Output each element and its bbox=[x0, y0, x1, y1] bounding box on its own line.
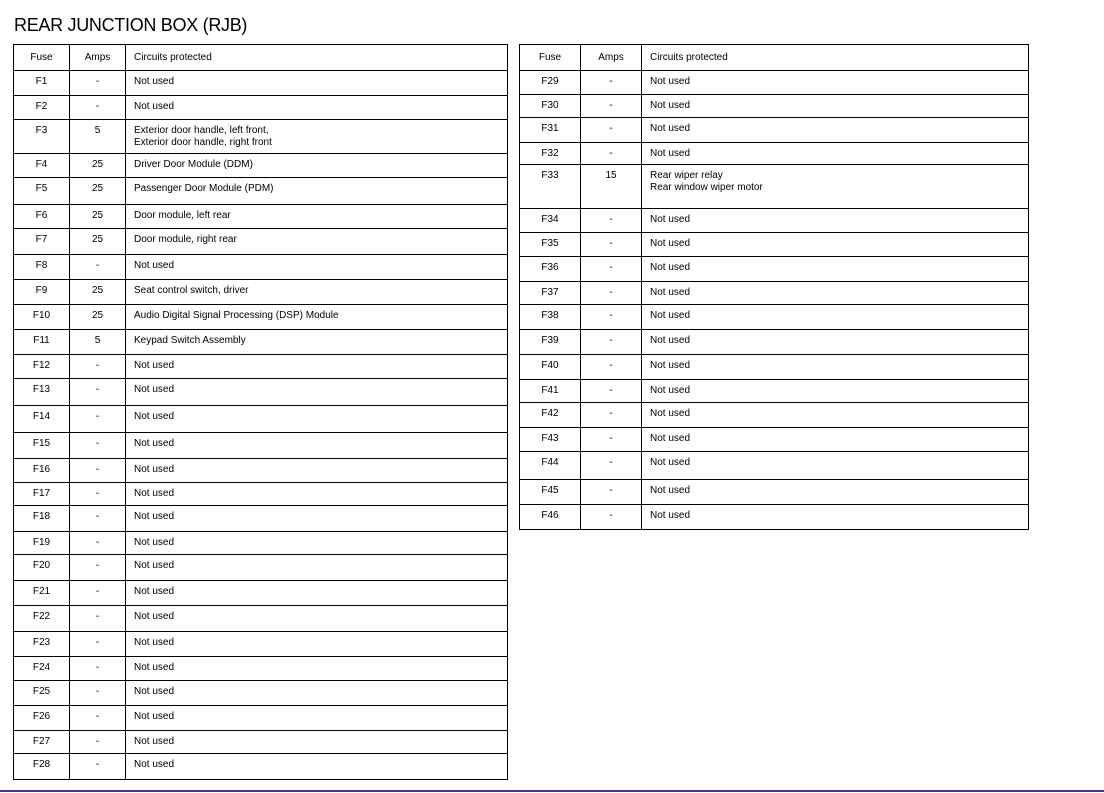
amps-value: - bbox=[609, 287, 613, 298]
table-row bbox=[14, 379, 508, 406]
circuit-description: Not used bbox=[134, 759, 175, 770]
amps-value: - bbox=[95, 560, 100, 571]
circuit-description: Seat control switch, driver bbox=[134, 285, 249, 296]
fuse-number: F8 bbox=[35, 260, 48, 271]
fuse-number: F14 bbox=[32, 411, 51, 422]
amps-value: - bbox=[609, 510, 613, 521]
amps-value: - bbox=[95, 384, 100, 395]
table-row bbox=[520, 403, 1029, 428]
circuit-description: Door module, left rear bbox=[134, 210, 231, 221]
table-row bbox=[14, 506, 508, 532]
table-row bbox=[520, 143, 1029, 165]
table-row bbox=[14, 657, 508, 681]
amps-value: - bbox=[95, 686, 100, 697]
amps-value: 25 bbox=[91, 210, 104, 221]
table-row bbox=[14, 120, 508, 154]
fuse-number: F13 bbox=[32, 384, 51, 395]
amps-value: - bbox=[609, 457, 613, 468]
amps-value: - bbox=[609, 485, 613, 496]
fuse-table-right bbox=[519, 44, 1029, 530]
circuit-description: Not used bbox=[134, 76, 175, 87]
table-row bbox=[520, 71, 1029, 95]
column-header-amps: Amps bbox=[70, 45, 126, 71]
table-row bbox=[14, 681, 508, 706]
amps-value: - bbox=[95, 711, 100, 722]
table-row bbox=[14, 229, 508, 255]
circuit-description: Not used bbox=[134, 260, 175, 271]
table-row bbox=[14, 706, 508, 731]
table-row bbox=[14, 632, 508, 657]
circuit-description: Not used bbox=[134, 384, 175, 395]
fuse-number: F25 bbox=[32, 686, 51, 697]
fuse-number: F40 bbox=[541, 360, 559, 371]
amps-value: - bbox=[95, 586, 100, 597]
table-row bbox=[14, 555, 508, 581]
fuse-number: F46 bbox=[541, 510, 559, 521]
table-row bbox=[520, 282, 1029, 305]
fuse-number: F9 bbox=[35, 285, 48, 296]
column-header-fuse: Fuse bbox=[14, 45, 70, 71]
circuit-description: Not used bbox=[134, 411, 175, 422]
circuit-description: Not used bbox=[134, 488, 175, 499]
circuit-description: Audio Digital Signal Processing (DSP) Module bbox=[134, 310, 339, 321]
fuse-number: F27 bbox=[32, 736, 51, 747]
circuit-description: Not used bbox=[134, 736, 175, 747]
fuse-number: F45 bbox=[541, 485, 559, 496]
amps-value: - bbox=[95, 101, 100, 112]
circuit-description: Not used bbox=[650, 287, 691, 298]
fuse-number: F26 bbox=[32, 711, 51, 722]
fuse-number: F23 bbox=[32, 637, 51, 648]
fuse-number: F33 bbox=[541, 170, 559, 181]
fuse-number: F3 bbox=[35, 125, 48, 136]
circuit-description: Not used bbox=[134, 511, 175, 522]
amps-value: - bbox=[95, 637, 100, 648]
table-row bbox=[520, 233, 1029, 257]
circuit-description: Keypad Switch Assembly bbox=[134, 335, 246, 346]
table-row bbox=[520, 95, 1029, 118]
fuse-number: F12 bbox=[32, 360, 51, 371]
table-row bbox=[520, 305, 1029, 330]
fuse-number: F31 bbox=[541, 123, 559, 134]
circuit-description: Not used bbox=[650, 76, 691, 87]
circuit-description: Not used bbox=[134, 464, 175, 475]
circuit-description: Not used bbox=[650, 360, 691, 371]
header-row bbox=[520, 45, 1029, 71]
fuse-number: F28 bbox=[32, 759, 51, 770]
fuse-number: F19 bbox=[32, 537, 51, 548]
fuse-number: F11 bbox=[33, 335, 50, 346]
fuse-number: F34 bbox=[541, 214, 559, 225]
amps-value: - bbox=[609, 100, 613, 111]
page-title: REAR JUNCTION BOX (RJB) bbox=[14, 15, 248, 35]
table-row bbox=[520, 428, 1029, 452]
column-header-circuits: Circuits protected bbox=[126, 45, 508, 71]
fuse-number: F18 bbox=[32, 511, 51, 522]
table-row bbox=[14, 754, 508, 780]
amps-value: - bbox=[95, 611, 100, 622]
fuse-table-left bbox=[13, 44, 508, 780]
fuse-number: F38 bbox=[541, 310, 559, 321]
circuit-description: Not used bbox=[134, 711, 175, 722]
table-row bbox=[14, 96, 508, 120]
circuit-description: Exterior door handle, left front, bbox=[134, 125, 269, 136]
amps-value: - bbox=[95, 260, 100, 271]
circuit-description: Not used bbox=[134, 611, 175, 622]
amps-value: 25 bbox=[91, 159, 104, 170]
amps-value: 25 bbox=[91, 183, 104, 194]
amps-value: - bbox=[95, 537, 100, 548]
circuit-description: Not used bbox=[650, 148, 691, 159]
table-row bbox=[14, 205, 508, 229]
amps-value: - bbox=[609, 123, 613, 134]
amps-value: - bbox=[95, 488, 100, 499]
table-row bbox=[14, 280, 508, 305]
amps-value: - bbox=[95, 511, 100, 522]
fuse-number: F43 bbox=[541, 433, 559, 444]
circuit-description: Not used bbox=[134, 560, 175, 571]
amps-value: - bbox=[609, 262, 613, 273]
table-row bbox=[14, 459, 508, 483]
table-row bbox=[520, 209, 1029, 233]
circuit-description: Not used bbox=[650, 214, 691, 225]
fuse-number: F17 bbox=[32, 488, 51, 499]
table-row bbox=[520, 355, 1029, 380]
amps-value: - bbox=[609, 214, 613, 225]
fuse-number: F42 bbox=[541, 408, 559, 419]
table-row bbox=[520, 165, 1029, 209]
circuit-description: Not used bbox=[650, 262, 691, 273]
amps-value: - bbox=[95, 464, 100, 475]
circuit-description: Driver Door Module (DDM) bbox=[134, 159, 253, 170]
table-row bbox=[520, 452, 1029, 480]
amps-value: - bbox=[609, 408, 613, 419]
fuse-number: F2 bbox=[35, 101, 48, 112]
circuit-description: Not used bbox=[134, 101, 175, 112]
fuse-number: F21 bbox=[32, 586, 51, 597]
fuse-number: F4 bbox=[35, 159, 48, 170]
bottom-rule bbox=[0, 790, 1104, 792]
fuse-number: F35 bbox=[541, 238, 559, 249]
table-row bbox=[520, 380, 1029, 403]
circuit-description: Not used bbox=[134, 686, 175, 697]
table-row bbox=[14, 433, 508, 459]
amps-value: - bbox=[609, 148, 613, 159]
fuse-number: F20 bbox=[32, 560, 51, 571]
fuse-number: F41 bbox=[541, 385, 559, 396]
amps-value: - bbox=[95, 438, 100, 449]
amps-value: 5 bbox=[94, 125, 101, 136]
circuit-description: Not used bbox=[650, 408, 691, 419]
table-row bbox=[14, 731, 508, 754]
fuse-number: F24 bbox=[32, 662, 51, 673]
fuse-number: F44 bbox=[541, 457, 559, 468]
header-row bbox=[14, 45, 508, 71]
circuit-description: Not used bbox=[134, 586, 175, 597]
amps-value: - bbox=[95, 662, 100, 673]
circuit-description: Exterior door handle, right front bbox=[134, 137, 272, 148]
column-header-fuse: Fuse bbox=[520, 45, 581, 71]
circuit-description: Not used bbox=[650, 335, 691, 346]
fuse-number: F6 bbox=[35, 210, 48, 221]
amps-value: - bbox=[609, 238, 613, 249]
fuse-number: F22 bbox=[32, 611, 51, 622]
circuit-description: Door module, right rear bbox=[134, 234, 237, 245]
amps-value: - bbox=[95, 76, 100, 87]
table-row bbox=[14, 406, 508, 433]
table-row bbox=[14, 581, 508, 606]
circuit-description: Not used bbox=[134, 662, 175, 673]
circuit-description: Not used bbox=[134, 637, 175, 648]
fuse-number: F30 bbox=[541, 100, 559, 111]
column-header-amps: Amps bbox=[581, 45, 642, 71]
table-row bbox=[520, 505, 1029, 530]
fuse-number: F5 bbox=[35, 183, 48, 194]
amps-value: - bbox=[95, 411, 100, 422]
table-row bbox=[14, 483, 508, 506]
circuit-description: Not used bbox=[650, 310, 691, 321]
fuse-number: F16 bbox=[32, 464, 51, 475]
table-row bbox=[14, 71, 508, 96]
fuse-number: F29 bbox=[541, 76, 559, 87]
amps-value: 25 bbox=[91, 234, 104, 245]
table-row bbox=[14, 305, 508, 330]
table-row bbox=[14, 355, 508, 379]
amps-value: 25 bbox=[91, 310, 104, 321]
amps-value: - bbox=[609, 310, 613, 321]
circuit-description: Not used bbox=[650, 485, 691, 496]
circuit-description: Not used bbox=[650, 123, 691, 134]
amps-value: 5 bbox=[94, 335, 101, 346]
fuse-number: F39 bbox=[541, 335, 559, 346]
fuse-number: F1 bbox=[35, 76, 48, 87]
circuit-description: Not used bbox=[650, 433, 691, 444]
circuit-description: Not used bbox=[650, 457, 691, 468]
amps-value: - bbox=[95, 759, 100, 770]
table-row bbox=[520, 330, 1029, 355]
amps-value: - bbox=[609, 385, 613, 396]
circuit-description: Not used bbox=[650, 100, 691, 111]
fuse-number: F15 bbox=[32, 438, 51, 449]
table-row bbox=[14, 532, 508, 555]
amps-value: - bbox=[609, 335, 613, 346]
circuit-description: Not used bbox=[650, 238, 691, 249]
fuse-number: F36 bbox=[541, 262, 559, 273]
amps-value: - bbox=[95, 360, 100, 371]
table-row bbox=[520, 480, 1029, 505]
circuit-description: Passenger Door Module (PDM) bbox=[134, 183, 274, 194]
amps-value: 25 bbox=[91, 285, 104, 296]
amps-value: - bbox=[609, 433, 613, 444]
amps-value: - bbox=[609, 76, 613, 87]
circuit-description: Rear wiper relay bbox=[650, 170, 723, 181]
fuse-number: F10 bbox=[32, 310, 51, 321]
circuit-description: Not used bbox=[650, 385, 691, 396]
table-row bbox=[14, 606, 508, 632]
table-row bbox=[520, 118, 1029, 143]
table-row bbox=[520, 257, 1029, 282]
column-header-circuits: Circuits protected bbox=[642, 45, 1029, 71]
circuit-description: Not used bbox=[134, 360, 175, 371]
fuse-number: F7 bbox=[35, 234, 48, 245]
circuit-description: Not used bbox=[134, 438, 175, 449]
table-row bbox=[14, 154, 508, 178]
circuit-description: Rear window wiper motor bbox=[650, 182, 763, 193]
fuse-number: F37 bbox=[541, 287, 559, 298]
amps-value: - bbox=[95, 736, 100, 747]
amps-value: - bbox=[609, 360, 613, 371]
circuit-description: Not used bbox=[134, 537, 175, 548]
table-row bbox=[14, 330, 508, 355]
amps-value: 15 bbox=[605, 170, 617, 181]
table-row bbox=[14, 178, 508, 205]
table-row bbox=[14, 255, 508, 280]
fuse-number: F32 bbox=[541, 148, 559, 159]
circuit-description: Not used bbox=[650, 510, 691, 521]
